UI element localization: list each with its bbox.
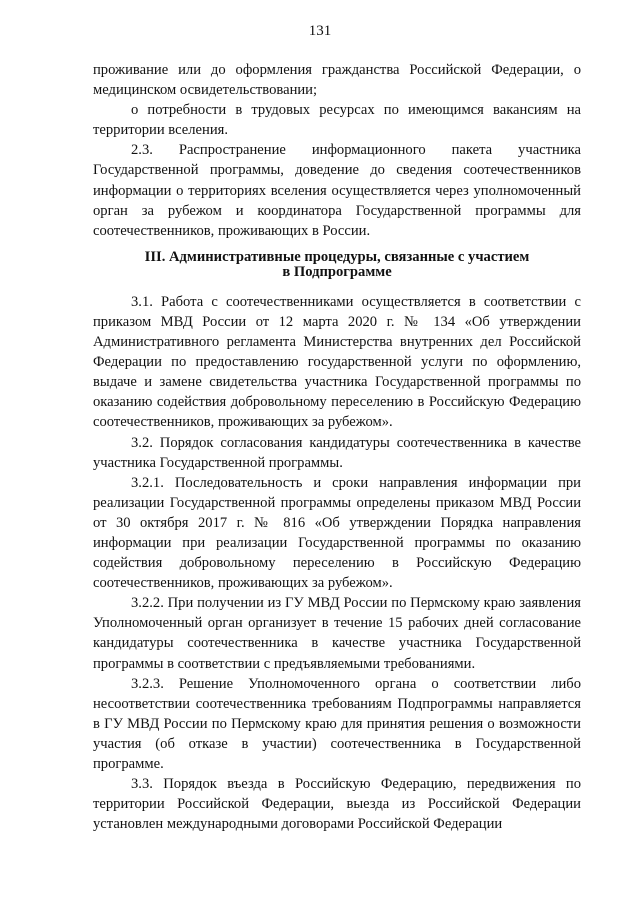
section-heading-line: в Подпрограмме <box>282 264 392 281</box>
paragraph: о потребности в трудовых ресурсах по имеющимся вакансиям на территории вселения. <box>93 102 581 139</box>
paragraph: 2.3. Распространение информационного пакета участника Государственной программы, доведение до сведения соотечественников информации о территориях вселения осуществляется через уполномоченный орган за рубежом и координатора Государственной программы для соотечественников, проживающих в России. <box>93 142 581 239</box>
paragraph: 3.2. Порядок согласования кандидатуры соотечественника в качестве участника Государственной программы. <box>93 434 581 471</box>
page-number: 131 <box>308 23 332 39</box>
paragraph: проживание или до оформления гражданства Российской Федерации, о медицинском освидетельствовании; <box>93 62 581 99</box>
section-heading-line: III. Административные процедуры, связанные с участием <box>144 248 530 265</box>
paragraph: 3.2.3. Решение Уполномоченного органа о соответствии либо несоответствии соотечественника требованиям Подпрограммы направляется в ГУ МВД России по Пермскому краю для принятия решения о возможности участия (об отказе в участии) соотечественника в Государственной программе. <box>93 675 581 772</box>
paragraph: 3.2.1. Последовательность и сроки направления информации при реализации Государственной программы определены приказом МВД России от 30 октября 2017 г. № 816 «Об утверждении Порядка направления информации при реализации Государственной программы по оказанию содействия добровольному переселению в Российскую Федерацию соотечественников, проживающих за рубежом». <box>93 474 581 592</box>
section-heading <box>93 250 581 281</box>
document-body <box>93 60 581 834</box>
paragraph: 3.1. Работа с соотечественниками осуществляется в соответствии с приказом МВД России от 12 марта 2020 г. № 134 «Об утверждении Административного регламента Министерства внутренних дел Российской Федерации по предоставлению государственной услуги по оформлению, выдаче и замене свидетельства участника Государственной программы по оказанию содействия добровольному переселению в Российскую Федерацию соотечественников, проживающих за рубежом». <box>93 293 581 431</box>
paragraph: 3.2.2. При получении из ГУ МВД России по Пермскому краю заявления Уполномоченный орган организует в течение 15 рабочих дней согласование кандидатуры соотечественника в качестве участника Государственной программы в соответствии с предъявляемыми требованиями. <box>93 595 581 672</box>
paragraph: 3.3. Порядок въезда в Российскую Федерацию, передвижения по территории Российской Федерации, выезда из Российской Федерации установлен международными договорами Российской Федерации <box>93 776 581 833</box>
